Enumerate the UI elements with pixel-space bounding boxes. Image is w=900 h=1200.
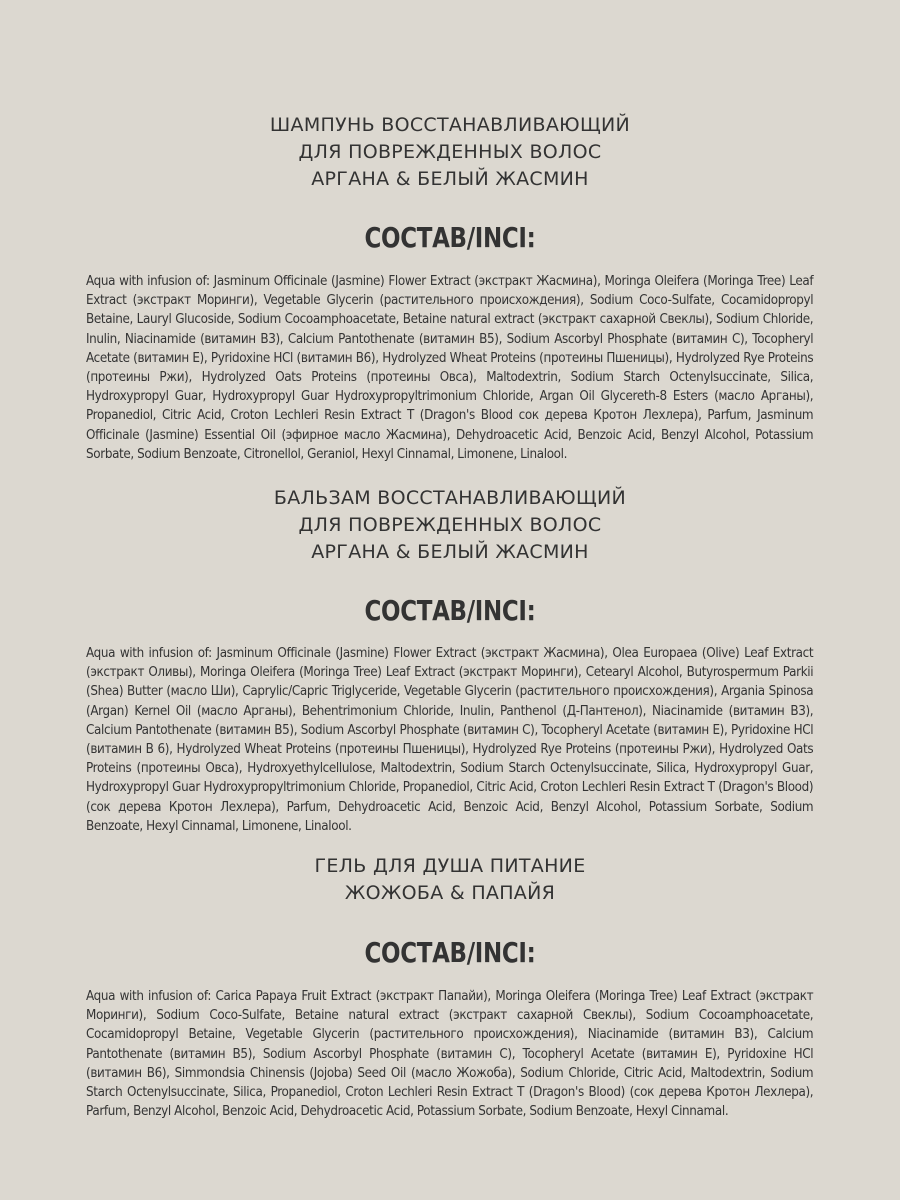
balm-title-line-3: АРГАНА & БЕЛЫЙ ЖАСМИН	[311, 541, 589, 563]
shampoo-title-line-3: АРГАНА & БЕЛЫЙ ЖАСМИН	[311, 168, 589, 190]
shampoo-ingredients-text: Aqua with infusion of: Jasminum Officinale (Jasmine) Flower Extract (экстракт Жасмина), Moringa Oleifera (Moringa Tree) Leaf Extract (экстракт Моринги), Vegetable Glycerin (растительного происхождения), Sodium Coco-Sulfate, Cocamidopropyl Betaine, Lauryl Glucoside, Sodium Cocoamphoacetate, Betaine natural extract (экстракт сахарной Свеклы), Sodium Chloride, Inulin, Niacinamide (витамин B3), Calcium Pantothenate (витамин B5), Sodium Ascorbyl Phosphate (витамин C), Tocopheryl Acetate (витамин E), Pyridoxine HCl (витамин B6), Hydrolyzed Wheat Proteins (протеины Пшеницы), Hydrolyzed Rye Proteins (протеины Ржи), Hydrolyzed Oats Proteins (протеины Овса), Maltodextrin, Sodium Starch Octenylsuccinate, Silica, Hydroxypropyl Guar, Hydroxypropyl Guar Hydroxypropyltrimonium Chloride, Argan Oil Glycereth-8 Esters (масло Арганы), Propanediol, Citric Acid, Croton Lechleri Resin Extract T (Dragon's Blood сок дерева Кротон Лехлера), Parfum, Jasminum Officinale (Jasmine) Essential Oil (эфирное масло Жасмина), Dehydroacetic Acid, Benzoic Acid, Benzyl Alcohol, Potassium Sorbate, Sodium Benzoate, Citronellol, Geraniol, Hexyl Cinnamal, Limonene, Linalool.	[86, 274, 814, 462]
balm-title-line-2: ДЛЯ ПОВРЕЖДЕННЫХ ВОЛОС	[298, 514, 602, 536]
shampoo-title-line-1: ШАМПУНЬ ВОССТАНАВЛИВАЮЩИЙ	[269, 114, 631, 136]
shampoo-title-line-2: ДЛЯ ПОВРЕЖДЕННЫХ ВОЛОС	[298, 141, 602, 163]
shower-gel-title-line-2: ЖОЖОБА & ПАПАЙЯ	[344, 882, 556, 904]
shampoo-inci-heading: СОСТАВ/INCI:	[364, 221, 536, 254]
balm-ingredients-text: Aqua with infusion of: Jasminum Officinale (Jasmine) Flower Extract (экстракт Жасмина), Olea Europaea (Olive) Leaf Extract (экстракт Оливы), Moringa Oleifera (Moringa Tree) Leaf Extract (экстракт Моринги), Cetearyl Alcohol, Butyrospermum Parkii (Shea) Butter (масло Ши), Caprylic/Capric Triglyceride, Vegetable Glycerin (растительного происхождения), Argania Spinosa (Argan) Kernel Oil (масло Арганы), Behentrimonium Chloride, Inulin, Panthenol (Д-Пантенол), Niacinamide (витамин B3), Calcium Pantothenate (витамин B5), Sodium Ascorbyl Phosphate (витамин C), Tocopheryl Acetate (витамин E), Pyridoxine HCl (витамин B 6), Hydrolyzed Wheat Proteins (протеины Пшеницы), Hydrolyzed Rye Proteins (протеины Ржи), Hydrolyzed Oats Proteins (протеины Овса), Hydroxyethylcellulose, Maltodextrin, Sodium Starch Octenylsuccinate, Silica, Hydroxypropyl Guar, Hydroxypropyl Guar Hydroxypropyltrimonium Chloride, Propanediol, Citric Acid, Croton Lechleri Resin Extract T (Dragon's Blood) (сок дерева Кротон Лехлера), Parfum, Dehydroacetic Acid, Benzoic Acid, Benzyl Alcohol, Potassium Sorbate, Sodium Benzoate, Hexyl Cinnamal, Limonene, Linalool.	[86, 646, 814, 834]
shower-gel-title	[86, 853, 814, 907]
balm-inci-heading: СОСТАВ/INCI:	[364, 594, 536, 627]
balm-title-line-1: БАЛЬЗАМ ВОССТАНАВЛИВАЮЩИЙ	[273, 487, 627, 509]
shower-gel-ingredients-text: Aqua with infusion of: Carica Papaya Fruit Extract (экстракт Папайи), Moringa Oleifera (Moringa Tree) Leaf Extract (экстракт Моринги), Sodium Coco-Sulfate, Betaine natural extract (экстракт сахарной Свеклы), Sodium Cocoamphoacetate, Cocamidopropyl Betaine, Vegetable Glycerin (растительного происхождения), Niacinamide (витамин B3), Calcium Pantothenate (витамин B5), Sodium Ascorbyl Phosphate (витамин C), Tocopheryl Acetate (витамин E), Pyridoxine HCl (витамин B6), Simmondsia Chinensis (Jojoba) Seed Oil (масло Жожоба), Sodium Chloride, Citric Acid, Maltodextrin, Sodium Starch Octenylsuccinate, Silica, Propanediol, Croton Lechleri Resin Extract T (Dragon's Blood) (сок дерева Кротон Лехлера), Parfum, Benzyl Alcohol, Benzoic Acid, Dehydroacetic Acid, Potassium Sorbate, Sodium Benzoate, Hexyl Cinnamal.	[86, 989, 814, 1120]
shower-gel-inci-heading: СОСТАВ/INCI:	[364, 936, 536, 969]
balm-title	[86, 485, 814, 566]
shampoo-section	[86, 112, 814, 464]
balm-section	[86, 485, 814, 836]
shower-gel-title-line-1: ГЕЛЬ ДЛЯ ДУША ПИТАНИЕ	[314, 855, 586, 877]
shower-gel-section	[86, 853, 814, 1121]
shampoo-title	[86, 112, 814, 193]
